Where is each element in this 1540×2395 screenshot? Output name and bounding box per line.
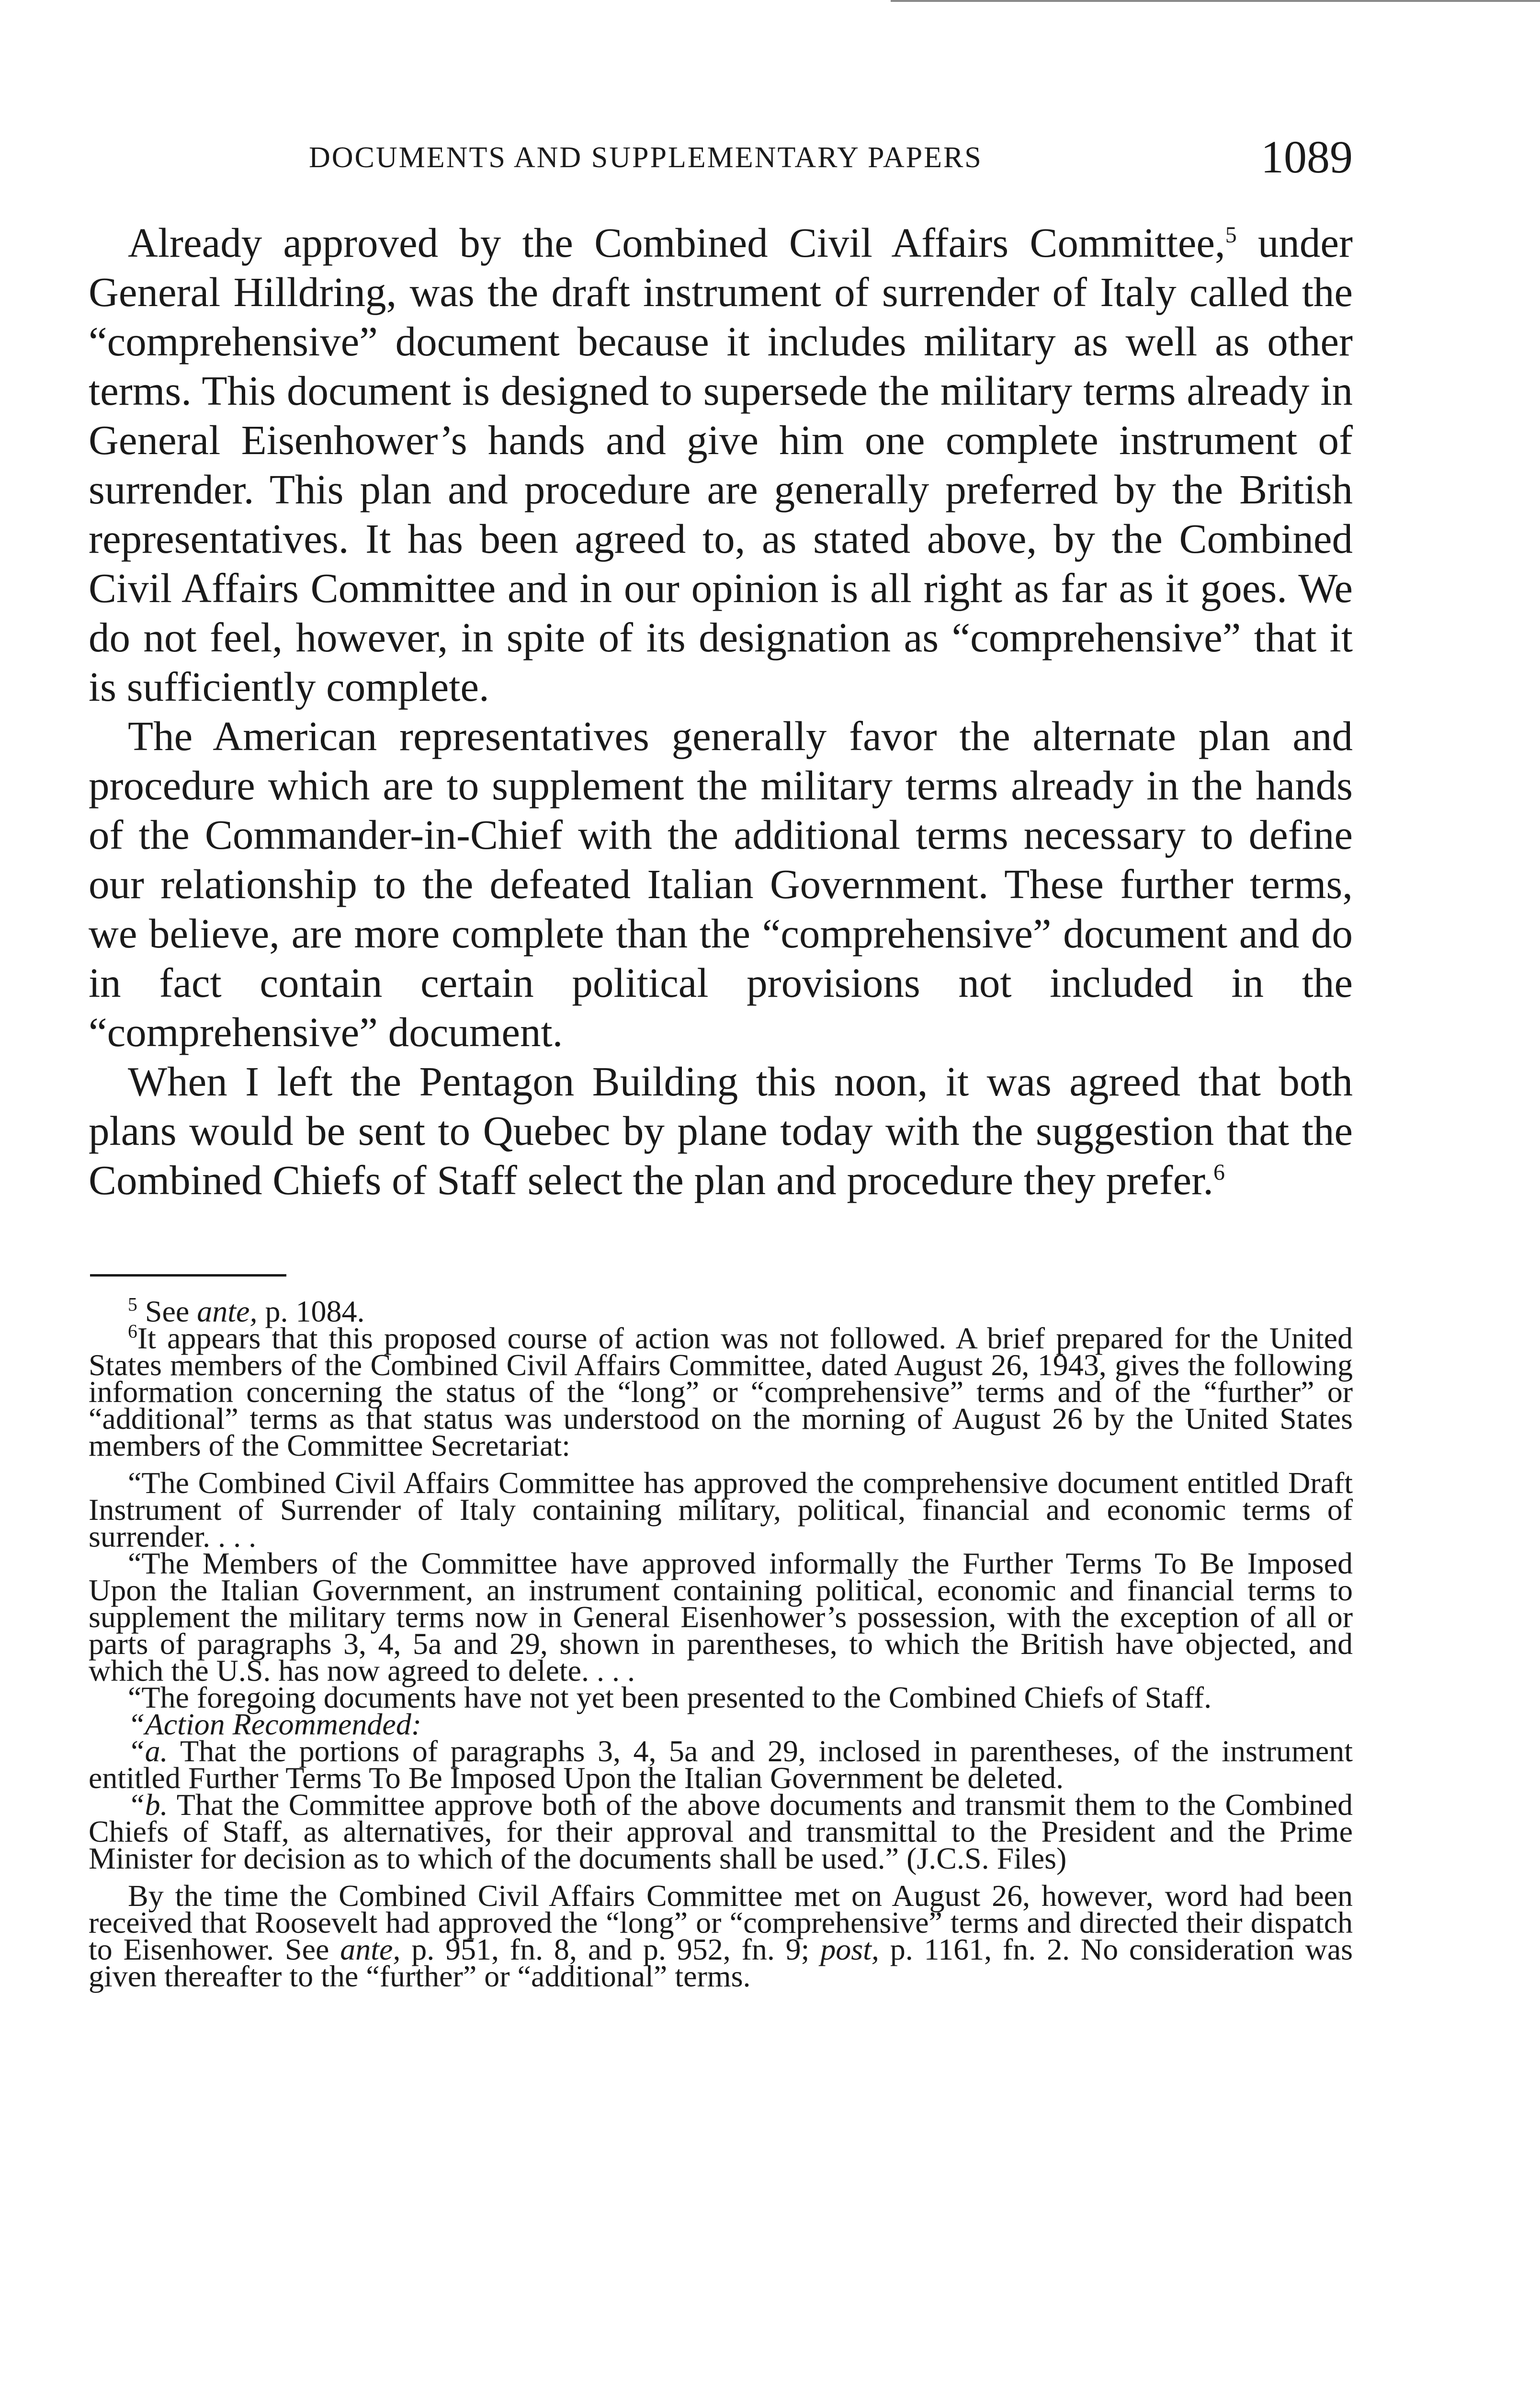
footnote-6-closing-post: post, xyxy=(820,1932,879,1966)
page-number: 1089 xyxy=(1261,131,1353,182)
footnote-6-closing-a: By the time the Combined Civil Affairs Committee met on August 26, however, word had been received that Roosevelt had approved the “long” or “comprehensive” terms and directed their dispatch to Eisenhower. See xyxy=(89,1879,1353,1966)
body-paragraph-2: The American representatives generally favor the alternate plan and procedure which are to supplement the military terms already in the hands of the Commander-in-Chief with the additional terms necessary to define our relationship to the defeated Italian Government. These further terms, we believe, are more complete than the “comprehensive” document and do in fact contain certain political provisions not included in the “comprehensive” document. xyxy=(89,713,1353,1055)
footnote-6-quote-b-lead: “b. xyxy=(128,1788,168,1822)
footnote-6-marker: 6 xyxy=(128,1321,137,1342)
footnote-6-quote-3: “The foregoing documents have not yet been presented to the Combined Chiefs of Staff. xyxy=(128,1680,1212,1714)
footnote-6-quote-a-lead: “a. xyxy=(128,1734,168,1768)
footnote-ref-6[interactable]: 6 xyxy=(1213,1160,1225,1185)
footnote-6-closing-b: p. 951, fn. 8, and p. 952, fn. 9; xyxy=(400,1932,821,1966)
footnote-6-intro-text: It appears that this proposed course of action was not followed. A brief prepared for the United States members of the Combined Civil Affairs Committee, dated August 26, 1943, gives the following information concerning the status of the “long” or “comprehensive” terms and of the “further” or “additional” terms as that status was understood on the morning of August 26 by the United States members of the Committee Secretariat: xyxy=(89,1321,1353,1462)
footnote-6-quote-a xyxy=(89,1734,1353,1795)
footnote-6-action-heading: “Action Recommended: xyxy=(128,1707,422,1741)
footnote-6-quote-a-text: That the portions of paragraphs 3, 4, 5a and 29, inclosed in parentheses, of the instrument entitled Further Terms To Be Imposed Upon the Italian Government be deleted. xyxy=(89,1734,1353,1795)
footnote-6-closing-ante: ante, xyxy=(340,1932,401,1966)
main-text xyxy=(89,218,1353,1205)
footnote-6-quote-2: “The Members of the Committee have approved informally the Further Terms To Be Imposed Upon the Italian Government, an instrument containing political, economic and financial terms to supplement the military terms now in General Eisenhower’s possession, with the exception of all or parts of paragraphs 3, 4, 5a and 29, shown in parentheses, to which the British have objected, and which the U.S. has now agreed to delete. . . . xyxy=(89,1546,1353,1688)
body-paragraph-1-part-b: under General Hilldring, was the draft instrument of surrender of Italy called the “comprehensive” document because it includes military as well as other terms. This document is designed to supersede the military terms already in General Eisenhower’s hands and give him one complete instrument of surrender. This plan and procedure are generally preferred by the British representatives. It has been agreed to, as stated above, by the Combined Civil Affairs Committee and in our opinion is all right as far as it goes. We do not feel, however, in spite of its designation as “comprehensive” that it is sufficiently complete. xyxy=(89,219,1353,710)
footnote-divider xyxy=(90,1274,286,1277)
running-head xyxy=(89,130,1353,188)
body-paragraph-1 xyxy=(89,218,1353,711)
footnote-6-quote-1: “The Combined Civil Affairs Committee has approved the comprehensive document entitled Draft Instrument of Surrender of Italy containing military, political, financial and economic terms of surrender. . . . xyxy=(89,1466,1353,1553)
footnotes xyxy=(89,1294,1353,1993)
footnote-5-post: p. 1084. xyxy=(257,1294,365,1328)
footnote-5-marker: 5 xyxy=(128,1294,137,1315)
footnote-6-intro xyxy=(89,1321,1353,1462)
top-edge-rule xyxy=(891,0,1540,2)
body-paragraph-3-text: When I left the Pentagon Building this noon, it was agreed that both plans would be sent to Quebec by plane today with the suggestion that the Combined Chiefs of Staff select the plan and procedure they prefer. xyxy=(89,1058,1353,1203)
footnote-5-pre: See xyxy=(137,1294,197,1328)
footnote-6-quote-b xyxy=(89,1788,1353,1875)
footnote-ref-5[interactable]: 5 xyxy=(1225,222,1237,248)
footnote-6-quote-b-text: That the Committee approve both of the above documents and transmit them to the Combined Chiefs of Staff, as alternatives, for their approval and transmittal to the President and the Prime Minister for decision as to which of the documents shall be used.” (J.C.S. Files) xyxy=(89,1788,1353,1875)
footnote-6-closing-c: p. 1161, fn. 2. No consideration was given thereafter to the “further” or “additional” terms. xyxy=(89,1932,1353,1993)
running-title: DOCUMENTS AND SUPPLEMENTARY PAPERS xyxy=(309,141,983,174)
footnote-6-closing xyxy=(89,1879,1353,1993)
body-paragraph-3 xyxy=(89,1057,1353,1205)
footnote-5-italic: ante, xyxy=(197,1294,258,1328)
body-paragraph-1-part-a: Already approved by the Combined Civil Affairs Committee, xyxy=(128,219,1225,266)
